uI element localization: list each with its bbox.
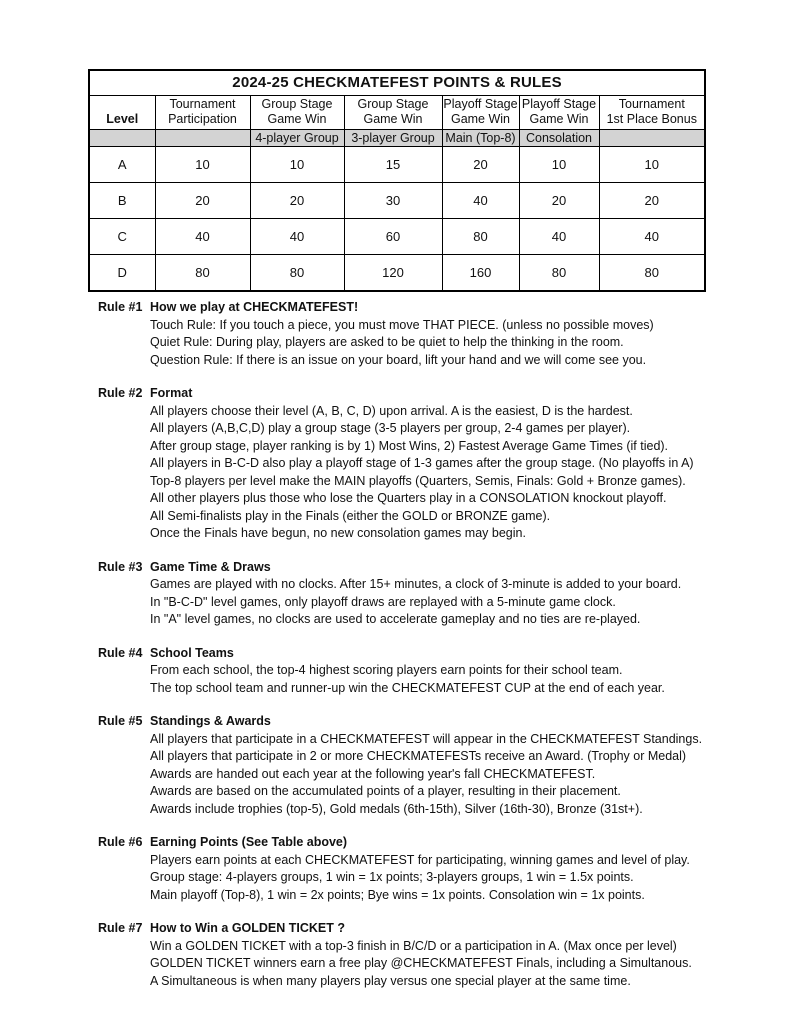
rule-line: In "A" level games, no clocks are used to accelerate gameplay and no ties are re-played. [150,612,641,626]
rule-line: Main playoff (Top-8), 1 win = 2x points; Bye wins = 1x points. Consolation win = 1x points. [150,887,645,902]
rule-line: Awards are handed out each year at the following year's fall CHECKMATEFEST. [150,766,596,781]
column-header-participation: Tournament Participation [155,96,250,130]
table-header-row [89,96,705,130]
rule-line: In "B-C-D" level games, only playoff draws are replayed with a 5-minute game clock. [150,594,616,609]
points-cell: 160 [442,255,519,291]
column-header-playoff-main: Playoff Stage Game Win [442,96,519,130]
rule-line: Players earn points at each CHECKMATEFEST for participating, winning games and level of play. [150,852,690,867]
rule-2-section [98,385,758,543]
column-header-level: Level [89,96,155,130]
rule-6-section [98,834,758,904]
points-cell: 120 [344,255,442,291]
points-cell: 40 [599,219,705,255]
subheader-consolation: Consolation [519,130,599,147]
points-cell: 80 [155,255,250,291]
points-cell: 15 [344,147,442,183]
points-cell: 10 [599,147,705,183]
points-cell: 40 [442,183,519,219]
rule-line: All players that participate in 2 or more CHECKMATEFESTs receive an Award. (Trophy or Medal) [150,749,687,763]
table-title-row [89,70,705,96]
points-cell: 80 [599,255,705,291]
rule-label: Rule #3 [98,559,143,574]
level-cell: A [89,147,155,183]
table-subheader-row [89,130,705,147]
rule-line: All Semi-finalists play in the Finals (either the GOLD or BRONZE game). [150,508,551,523]
subheader-empty [89,130,155,147]
table-row-level-a [89,147,705,183]
rule-line: All other players plus those who lose the Quarters play in a CONSOLATION knockout playoff. [150,491,667,505]
rule-line: Top-8 players per level make the MAIN playoffs (Quarters, Semis, Finals: Gold + Bronze games). [150,473,686,488]
points-cell: 20 [519,183,599,219]
rule-label: Rule #7 [98,921,143,935]
table-row-level-d [89,255,705,291]
rule-7-section [98,920,758,990]
points-cell: 10 [155,147,250,183]
column-header-group-win-3p: Group Stage Game Win [344,96,442,130]
rule-line: All players that participate in a CHECKMATEFEST will appear in the CHECKMATEFEST Standings. [150,731,703,746]
rule-label: Rule #1 [98,300,143,314]
points-cell: 40 [250,219,344,255]
rule-line: Awards are based on the accumulated points of a player, resulting in their placement. [150,784,621,798]
points-cell: 80 [442,219,519,255]
rule-label: Rule #4 [98,645,143,660]
subheader-empty [599,130,705,147]
points-table [88,69,706,292]
rule-line: All players (A,B,C,D) play a group stage (3-5 players per group, 2-4 games per player). [150,421,631,435]
rule-line: Group stage: 4-players groups, 1 win = 1x points; 3-players groups, 1 win = 1.5x points. [150,870,634,884]
points-cell: 40 [155,219,250,255]
column-header-group-win-4p: Group Stage Game Win [250,96,344,130]
points-cell: 20 [442,147,519,183]
points-cell: 20 [250,183,344,219]
rule-line: Quiet Rule: During play, players are asked to be quiet to help the thinking in the room. [150,335,624,349]
column-header-playoff-consolation: Playoff Stage Game Win [519,96,599,130]
rule-line: All players choose their level (A, B, C, D) upon arrival. A is the easiest, D is the hardest. [150,403,633,418]
rule-3-section [98,559,758,629]
table-title: 2024-25 CHECKMATEFEST POINTS & RULES [89,70,705,96]
rule-line: GOLDEN TICKET winners earn a free play @CHECKMATEFEST Finals, including a Simultanous. [150,956,692,970]
points-cell: 40 [519,219,599,255]
table-row-level-c [89,219,705,255]
level-cell: C [89,219,155,255]
rule-line: All players in B-C-D also play a playoff stage of 1-3 games after the group stage. (No playoffs in A) [150,456,694,470]
rule-title: Standings & Awards [150,714,271,728]
rule-line: After group stage, player ranking is by 1) Most Wins, 2) Fastest Average Game Times (if tied). [150,438,669,453]
subheader-4-player-group: 4-player Group [250,130,344,147]
rule-line: Question Rule: If there is an issue on your board, lift your hand and we will come see you. [150,352,647,367]
rule-line: The top school team and runner-up win the CHECKMATEFEST CUP at the end of each year. [150,680,665,695]
rule-title: School Teams [150,645,234,660]
rules-list [98,299,758,1006]
rule-line: From each school, the top-4 highest scoring players earn points for their school team. [150,663,623,677]
level-cell: B [89,183,155,219]
subheader-main-top8: Main (Top-8) [442,130,519,147]
points-cell: 30 [344,183,442,219]
rule-label: Rule #5 [98,714,143,728]
rule-title: Game Time & Draws [150,559,271,574]
rule-line: Once the Finals have begun, no new consolation games may begin. [150,526,526,540]
rule-label: Rule #2 [98,386,143,400]
rule-title: How we play at CHECKMATEFEST! [150,300,359,314]
points-cell: 80 [519,255,599,291]
subheader-empty [155,130,250,147]
rule-line: Win a GOLDEN TICKET with a top-3 finish in B/C/D or a participation in A. (Max once per level) [150,938,677,953]
points-cell: 80 [250,255,344,291]
points-cell: 10 [250,147,344,183]
points-cell: 20 [155,183,250,219]
rule-title: How to Win a GOLDEN TICKET ? [150,921,346,935]
rule-5-section [98,713,758,818]
rule-label: Rule #6 [98,835,143,849]
rule-line: Awards include trophies (top-5), Gold medals (6th-15th), Silver (16th-30), Bronze (31st+). [150,801,643,816]
points-cell: 60 [344,219,442,255]
rule-title: Format [150,386,193,400]
table-row-level-b [89,183,705,219]
points-cell: 10 [519,147,599,183]
rule-line: Touch Rule: If you touch a piece, you must move THAT PIECE. (unless no possible moves) [150,317,654,332]
rule-line: A Simultaneous is when many players play versus one special player at the same time. [150,973,631,988]
rule-title: Earning Points (See Table above) [150,835,348,849]
points-cell: 20 [599,183,705,219]
rule-4-section [98,645,758,698]
column-header-first-place-bonus: Tournament 1st Place Bonus [599,96,705,130]
rule-1-section [98,299,758,369]
level-cell: D [89,255,155,291]
rule-line: Games are played with no clocks. After 15+ minutes, a clock of 3-minute is added to your board. [150,577,682,591]
subheader-3-player-group: 3-player Group [344,130,442,147]
